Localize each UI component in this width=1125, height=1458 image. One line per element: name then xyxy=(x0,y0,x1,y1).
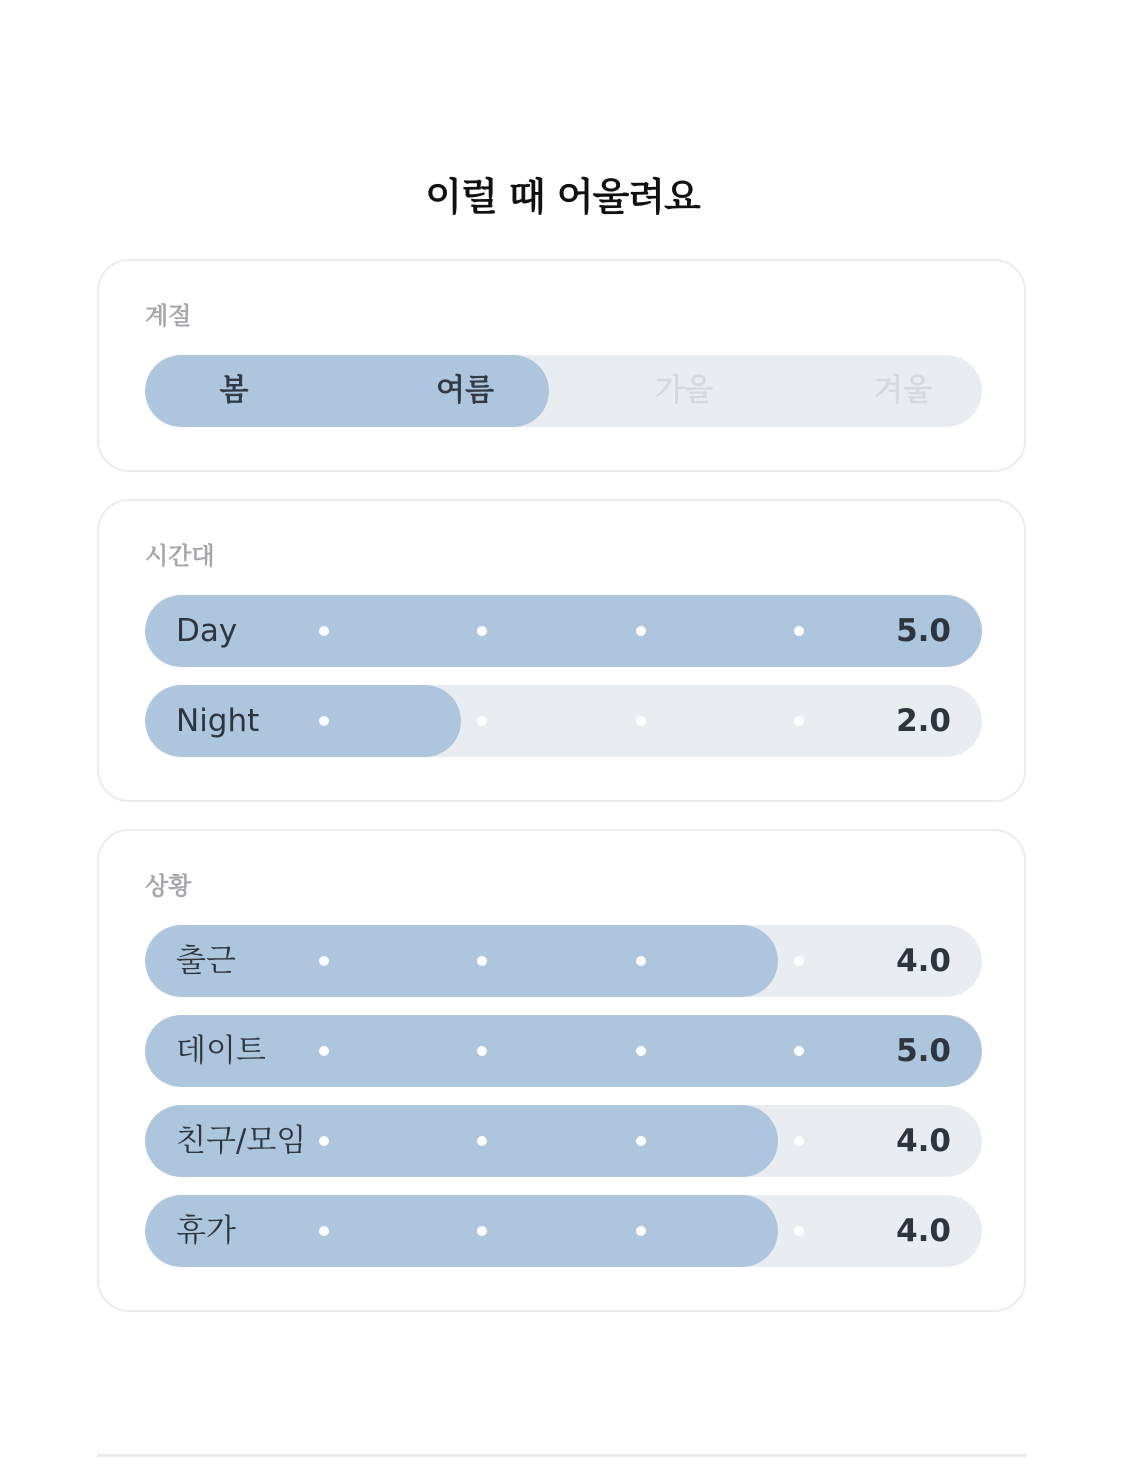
rating-value: 5.0 xyxy=(896,1033,951,1069)
rating-label: 데이트 xyxy=(176,1033,266,1069)
rating-step-dot xyxy=(636,716,646,726)
situation-section-label: 상황 xyxy=(145,872,192,900)
rating-step-dot xyxy=(477,626,487,636)
rating-step-dot xyxy=(319,1136,329,1146)
rating-step-dot xyxy=(477,1046,487,1056)
season-section-label: 계절 xyxy=(145,302,192,330)
rating-step-dot xyxy=(794,716,804,726)
rating-value: 2.0 xyxy=(896,703,951,739)
situation-bar-vacation xyxy=(145,1195,982,1267)
rating-fill xyxy=(145,1195,778,1267)
situation-bar-date xyxy=(145,1015,982,1087)
rating-step-dot xyxy=(477,956,487,966)
rating-step-dot xyxy=(794,1226,804,1236)
rating-step-dot xyxy=(636,626,646,636)
rating-step-dot xyxy=(636,1046,646,1056)
rating-step-dot xyxy=(636,1226,646,1236)
season-option-winter[interactable]: 겨울 xyxy=(874,373,932,408)
rating-step-dot xyxy=(794,626,804,636)
season-option-autumn[interactable]: 가을 xyxy=(655,373,713,408)
situation-bar-friends xyxy=(145,1105,982,1177)
rating-step-dot xyxy=(636,956,646,966)
bottom-divider xyxy=(97,1454,1026,1457)
rating-label: Day xyxy=(176,613,238,649)
season-option-summer[interactable]: 여름 xyxy=(436,373,494,408)
rating-label: 출근 xyxy=(176,943,236,979)
time-bar-night xyxy=(145,685,982,757)
rating-label: Night xyxy=(176,703,260,739)
situation-bar-commute xyxy=(145,925,982,997)
rating-value: 4.0 xyxy=(896,943,951,979)
rating-fill xyxy=(145,925,778,997)
rating-value: 4.0 xyxy=(896,1213,951,1249)
rating-step-dot xyxy=(794,1136,804,1146)
rating-step-dot xyxy=(794,956,804,966)
time-section-label: 시간대 xyxy=(145,542,215,570)
page-title: 이럴 때 어울려요 xyxy=(425,175,700,220)
season-card xyxy=(97,259,1026,472)
time-card xyxy=(97,499,1026,802)
rating-step-dot xyxy=(319,1046,329,1056)
rating-value: 5.0 xyxy=(896,613,951,649)
season-selector xyxy=(145,355,982,427)
rating-step-dot xyxy=(319,1226,329,1236)
rating-label: 휴가 xyxy=(176,1213,236,1249)
rating-step-dot xyxy=(319,716,329,726)
rating-label: 친구/모임 xyxy=(176,1123,307,1159)
situation-card xyxy=(97,829,1026,1312)
rating-value: 4.0 xyxy=(896,1123,951,1159)
rating-step-dot xyxy=(477,1136,487,1146)
rating-step-dot xyxy=(319,956,329,966)
rating-step-dot xyxy=(636,1136,646,1146)
season-option-spring[interactable]: 봄 xyxy=(219,373,249,408)
time-bar-day xyxy=(145,595,982,667)
rating-step-dot xyxy=(477,1226,487,1236)
rating-fill xyxy=(145,595,982,667)
rating-step-dot xyxy=(794,1046,804,1056)
rating-step-dot xyxy=(319,626,329,636)
rating-fill xyxy=(145,1015,982,1087)
rating-step-dot xyxy=(477,716,487,726)
